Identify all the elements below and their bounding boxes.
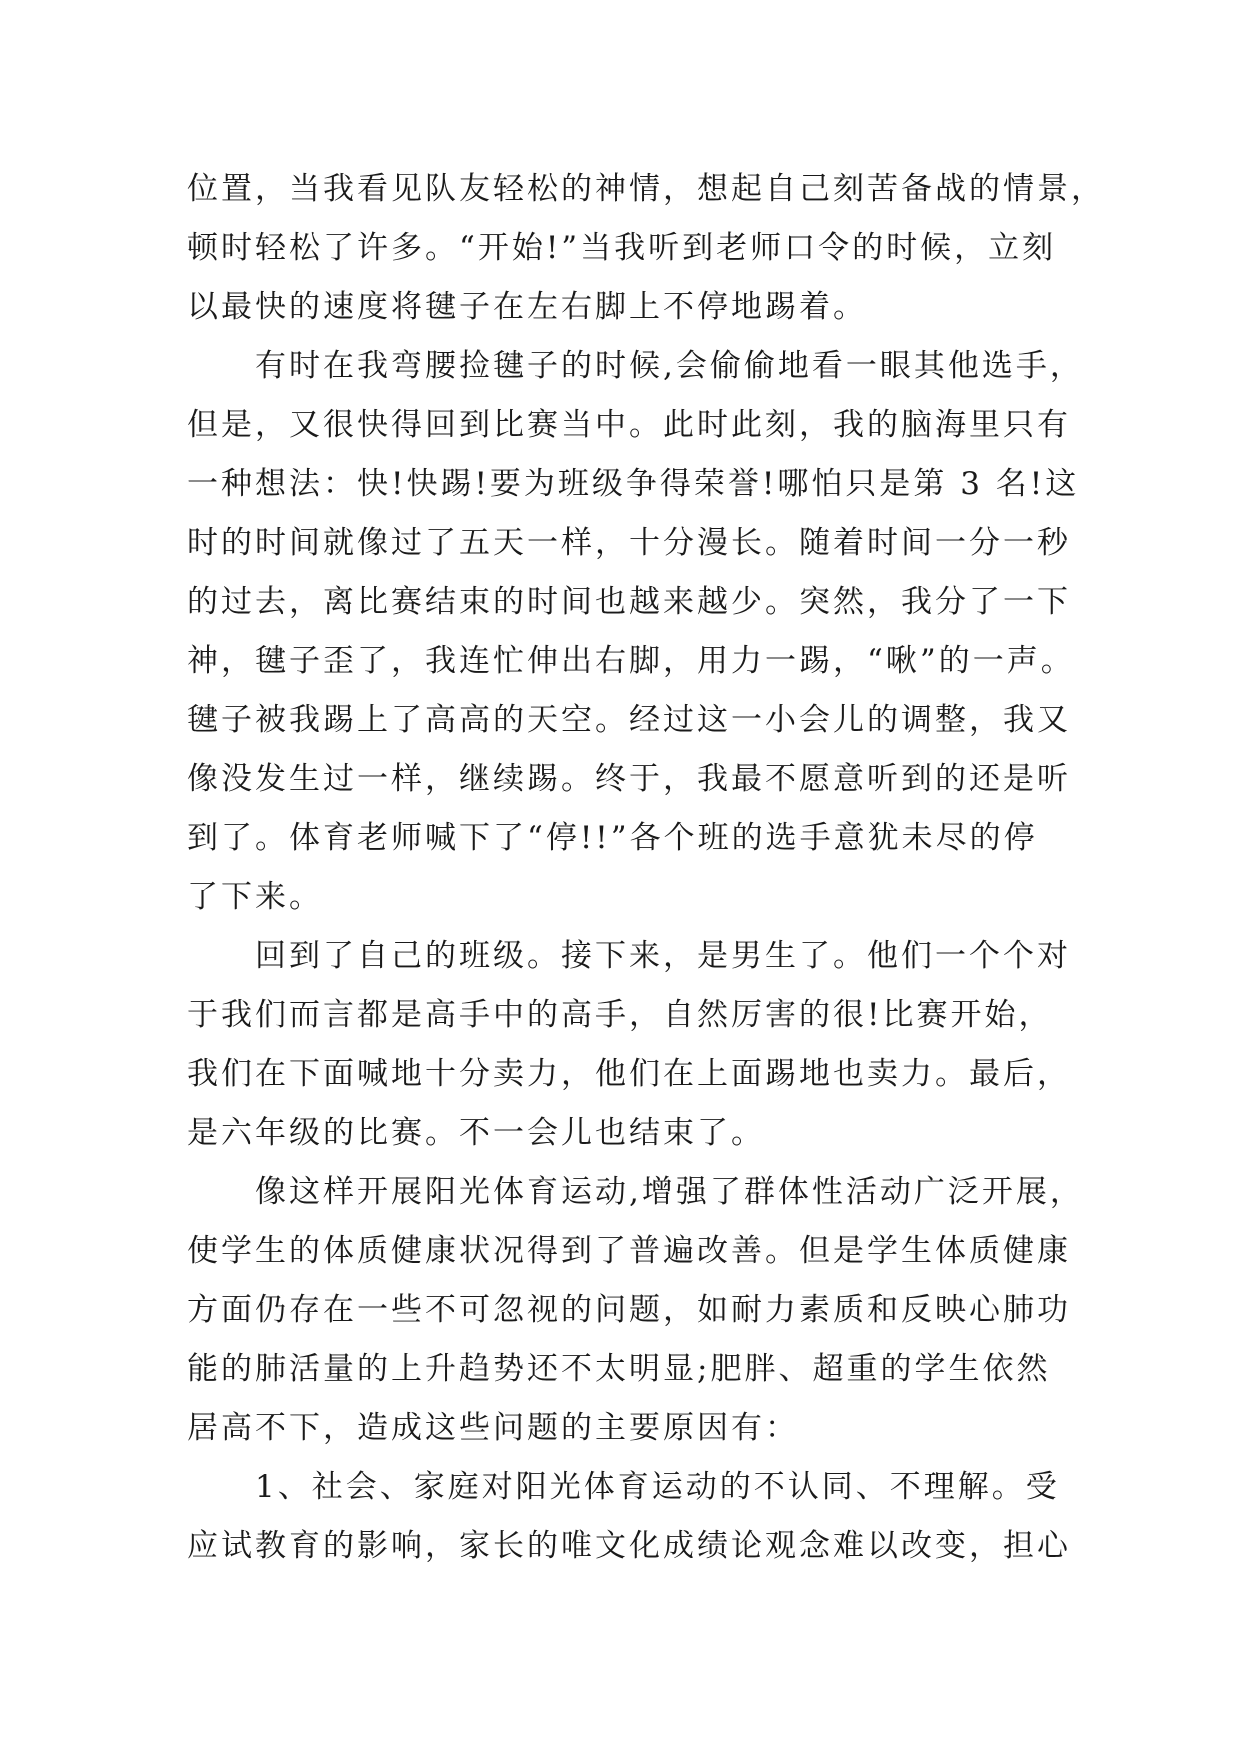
- text-line: 于我们而言都是高手中的高手，自然厉害的很!比赛开始，: [187, 997, 1053, 1033]
- text-line: 一种想法：快!快踢!要为班级争得荣誉!哪怕只是第 3 名!这: [187, 466, 1080, 502]
- text-line: 时的时间就像过了五天一样，十分漫长。随着时间一分一秒: [187, 525, 1071, 561]
- text-line: 方面仍存在一些不可忽视的问题，如耐力素质和反映心肺功: [187, 1292, 1071, 1328]
- text-line: 了下来。: [187, 879, 323, 915]
- text-line: 应试教育的影响，家长的唯文化成绩论观念难以改变，担心: [187, 1528, 1071, 1564]
- text-line: 是六年级的比赛。不一会儿也结束了。: [187, 1115, 765, 1151]
- text-line: 但是，又很快得回到比赛当中。此时此刻，我的脑海里只有: [187, 407, 1071, 443]
- text-line: 到了。体育老师喊下了“停!!”各个班的选手意犹未尽的停: [187, 820, 1038, 856]
- text-line: 神，毽子歪了，我连忙伸出右脚，用力一踢，“啾”的一声。: [187, 643, 1075, 679]
- text-line: 能的肺活量的上升趋势还不太明显;肥胖、超重的学生依然: [187, 1351, 1051, 1387]
- text-line: 回到了自己的班级。接下来，是男生了。他们一个个对: [187, 938, 1071, 974]
- text-line: 像这样开展阳光体育运动,增强了群体性活动广泛开展，: [187, 1174, 1084, 1210]
- text-line: 以最快的速度将毽子在左右脚上不停地踢着。: [187, 289, 867, 325]
- text-line: 顿时轻松了许多。“开始!”当我听到老师口令的时候，立刻: [187, 230, 1057, 266]
- document-body: [187, 160, 1105, 1576]
- text-line: 位置，当我看见队友轻松的神情，想起自己刻苦备战的情景，: [187, 171, 1105, 207]
- text-line: 有时在我弯腰捡毽子的时候,会偷偷地看一眼其他选手，: [187, 348, 1084, 384]
- text-line: 的过去，离比赛结束的时间也越来越少。突然，我分了一下: [187, 584, 1071, 620]
- text-line: 毽子被我踢上了高高的天空。经过这一小会儿的调整，我又: [187, 702, 1071, 738]
- text-line: 使学生的体质健康状况得到了普遍改善。但是学生体质健康: [187, 1233, 1071, 1269]
- text-line: 我们在下面喊地十分卖力，他们在上面踢地也卖力。最后，: [187, 1056, 1071, 1092]
- text-line: 1、社会、家庭对阳光体育运动的不认同、不理解。受: [187, 1469, 1060, 1505]
- text-line: 像没发生过一样，继续踢。终于，我最不愿意听到的还是听: [187, 761, 1071, 797]
- text-line: 居高不下，造成这些问题的主要原因有：: [187, 1410, 799, 1446]
